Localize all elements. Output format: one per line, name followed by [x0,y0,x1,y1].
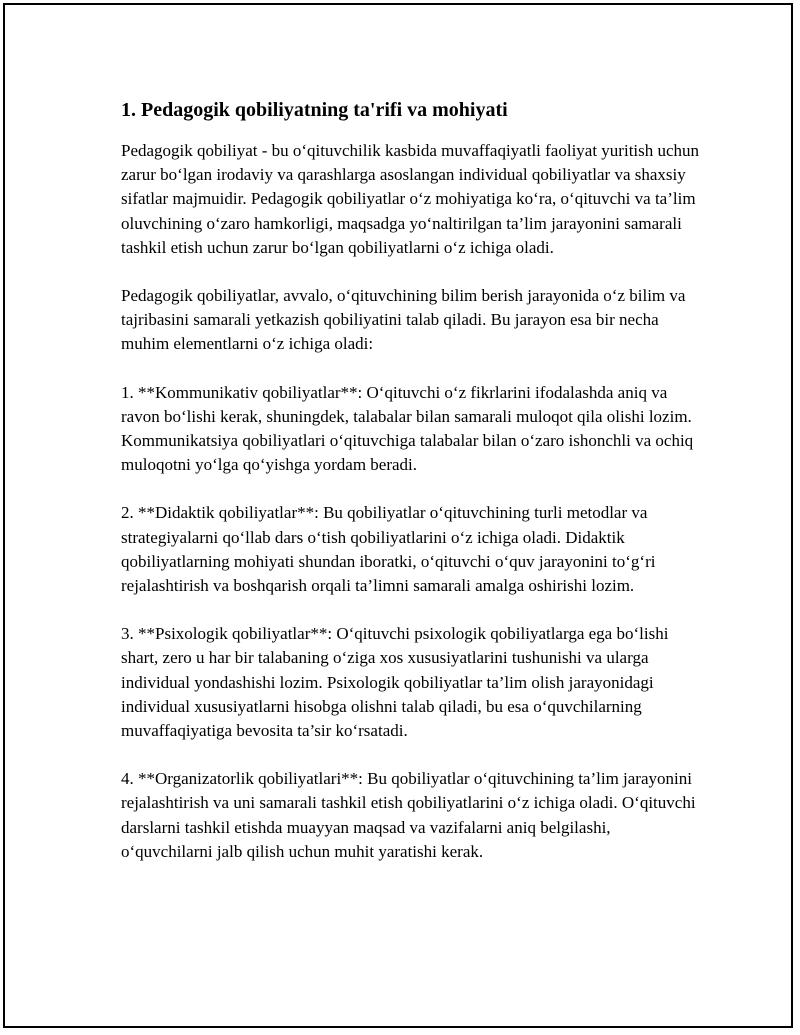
paragraph-definition: Pedagogik qobiliyat - bu o‘qituvchilik kasbida muvaffaqiyatli faoliyat yuritish uchun zarur bo‘lgan irodaviy va qarashlarga asoslangan individual qobiliyatlar va shaxsiy sifatlar majmuidir. Pedagogik qobiliyatlar o‘z mohiyatiga ko‘ra, o‘qituvchi va ta’lim oluvchining o‘zaro hamkorligi, maqsadga yo‘naltirilgan ta’lim jarayonini samarali tashkil etish uchun zarur bo‘lgan qobiliyatlarni o‘z ichiga oladi. [121,141,700,257]
document-page [3,3,793,1028]
paragraph-psychological: 3. **Psixologik qobiliyatlar**: O‘qituvchi psixologik qobiliyatlarga ega bo‘lishi shart, zero u har bir talabaning o‘ziga xos xususiyatlarini tushunishi va ularga individual yondashishi lozim. Psixologik qobiliyatlar ta’lim olish jarayonidagi individual xususiyatlarni hisobga olishni talab qiladi, bu esa o‘quvchilarning muvaffaqiyatiga bevosita ta’sir ko‘rsatadi. [121,624,669,741]
paragraph-intro: Pedagogik qobiliyatlar, avvalo, o‘qituvchining bilim berish jarayonida o‘z bilim va tajribasini samarali yetkazish qobiliyatini talab qiladi. Bu jarayon esa bir necha muhim elementlarni o‘z ichiga oladi: [121,286,686,354]
paragraph-communicative: 1. **Kommunikativ qobiliyatlar**: O‘qituvchi o‘z fikrlarini ifodalashda aniq va ravon bo‘lishi kerak, shuningdek, talabalar bilan samarali muloqot qila olishi lozim. Kommunikatsiya qobiliyatlari o‘qituvchiga talabalar bilan o‘zaro ishonchli va ochiq muloqotni yo‘lga qo‘yishga yordam beradi. [121,382,694,475]
paragraph-organizational: 4. **Organizatorlik qobiliyatlari**: Bu qobiliyatlar o‘qituvchining ta’lim jarayonini rejalashtirish va uni samarali tashkil etish qobiliyatlarini o‘z ichiga oladi. O‘qituvchi darslarni tashkil etishda muayyan maqsad va vazifalarni aniq belgilashi, o‘quvchilarni jalb qilish uchun muhit yaratishi kerak. [121,769,696,861]
document-body [121,97,701,888]
paragraph-didactic: 2. **Didaktik qobiliyatlar**: Bu qobiliyatlar o‘qituvchining turli metodlar va strategiyalarni qo‘llab dars o‘tish qobiliyatlarini o‘z ichiga oladi. Didaktik qobiliyatlarning mohiyati shundan iboratki, o‘qituvchi o‘quv jarayonini to‘g‘ri rejalashtirish va boshqarish orqali ta’limni samarali amalga oshirishi lozim. [121,503,656,596]
section-heading: 1. Pedagogik qobiliyatning ta'rifi va mohiyati [121,99,508,121]
